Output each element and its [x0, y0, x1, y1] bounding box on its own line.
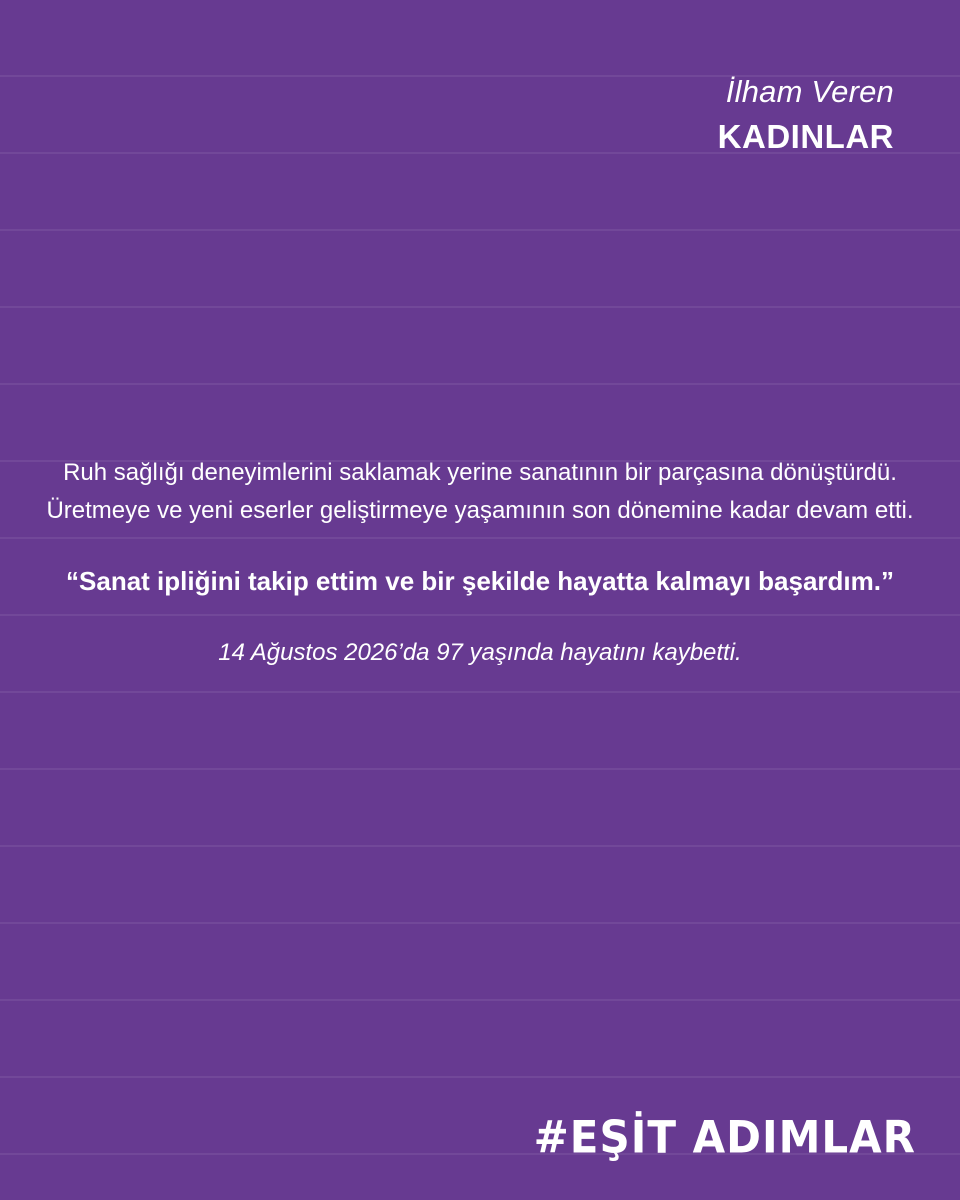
main-content [40, 454, 920, 672]
series-title [718, 74, 894, 156]
series-kicker: İlham Veren [725, 74, 894, 109]
quote-text: “Sanat ipliğini takip ettim ve bir şekilde hayatta kalmayı başardım.” [66, 566, 894, 596]
biography-text: Ruh sağlığı deneyimlerini saklamak yerine sanatının bir parçasına dönüştürdü. Üretmeye ve yeni eserler geliştirmeye yaşamının son dönemine kadar devam etti. [46, 459, 914, 524]
brand-hashtag: #EŞİT ADIMLAR [533, 1111, 916, 1164]
series-name: KADINLAR [717, 117, 894, 155]
death-note: 14 Ağustos 2026’da 97 yaşında hayatını kaybetti. [218, 639, 742, 666]
